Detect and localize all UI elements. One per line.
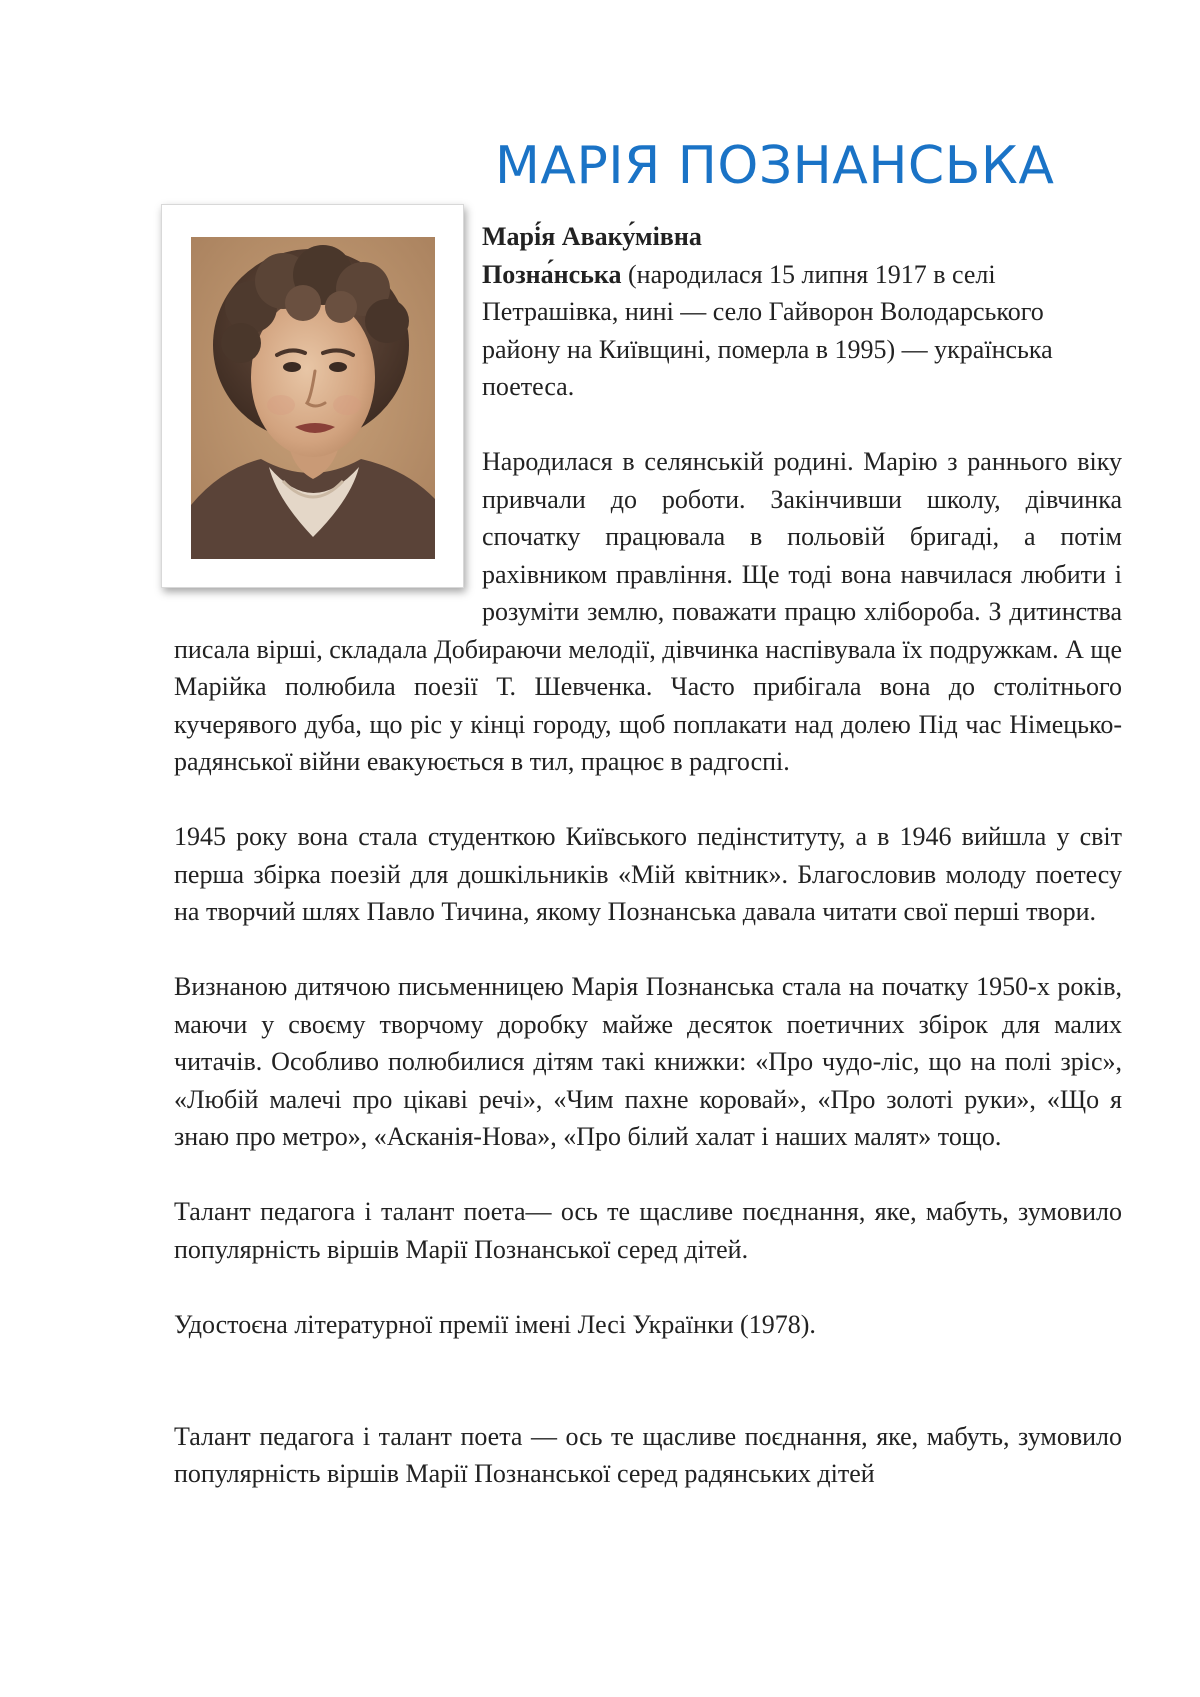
photo-frame (161, 204, 464, 588)
intro-text: (народилася 15 липня 1917 в селі Петрашівка, нині — село Гайворон Володарського району на Київщині, померла в 1995) — українська поетеса. (482, 259, 1053, 401)
page-title: МАРІЯ ПОЗНАНСЬКА (495, 136, 1055, 196)
bio-paragraph-works: Визнаною дитячою письменницею Марія Познанська стала на початку 1950-х років, маючи у своєму творчому доробку майже десяток поетичних збірок для малих читачів. Особливо полюбилися дітям такі книжки: «Про чудо-ліс, що на полі зріс», «Любій малечі про цікаві речі», «Чим пахне коровай», «Про золоті руки», «Що я знаю про метро», «Асканія-Нова», «Про білий халат і наших малят» тощо. (174, 972, 1122, 1151)
portrait-photo-icon (191, 237, 435, 559)
bio-paragraph-education: 1945 року вона стала студенткою Київського педінституту, а в 1946 вийшла у світ перша збірка поезій для дошкільників «Мій квітник». Благословив молоду поетесу на творчий шлях Павло Тичина, якому Познанська давала читати свої перші твори. (174, 822, 1122, 926)
bio-paragraph-childhood: Народилася в селянській родині. Марію з раннього віку привчали до роботи. Закінчивши школу, дівчинка спочатку працювала в польовій бригаді, а потім рахівником правління. Ще тоді вона навчилася любити і розуміти землю, поважати працю хлібороба. З дитинства писала вірші, складала Добираючи мелодії, дівчинка наспівувала їх подружкам. А ще Марійка полюбила поезії Т. Шевченка. Часто прибігала вона до столітнього кучерявого дуба, що ріс у кінці городу, щоб поплакати над долею Під час Німецько-радянської війни евакуюється в тил, працює в радгоспі. (174, 447, 1122, 776)
bio-paragraph-talent: Талант педагога і талант поета— ось те щасливе поєднання, яке, мабуть, зумовило популярність віршів Марії Познанської серед дітей. (174, 1197, 1122, 1264)
bio-paragraph-award: Удостоєна літературної премії імені Лесі Українки (1978). (174, 1309, 816, 1339)
person-name-line1: Марі́я Аваку́мівна (482, 222, 702, 251)
closing-paragraph: Талант педагога і талант поета — ось те щасливе поєднання, яке, мабуть, зумовило популярність віршів Марії Познанської серед радянських дітей (174, 1421, 1122, 1488)
person-name-line2: Позна́нська (482, 259, 622, 289)
paragraph-spacer (174, 1381, 1122, 1418)
article-body (174, 218, 1122, 1493)
